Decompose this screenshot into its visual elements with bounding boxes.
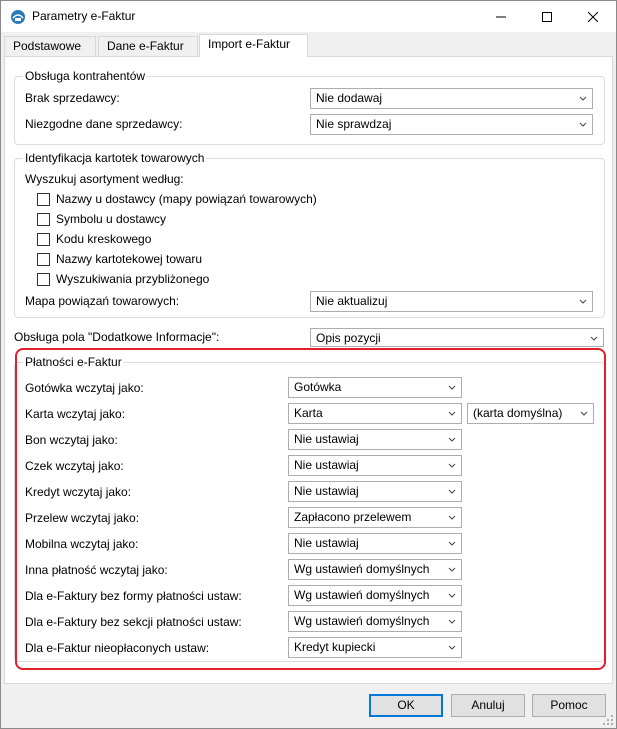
chevron-down-icon [589, 329, 599, 347]
tab-import-e-faktur[interactable]: Import e-Faktur [199, 34, 308, 57]
platnosc-kredyt-select[interactable] [288, 481, 462, 502]
checkbox-nazwy-u-dostawcy-label: Nazwy u dostawcy (mapy powiązań towarowych) [56, 192, 317, 206]
chevron-down-icon [578, 292, 588, 311]
mapa-powiazan-select[interactable] [310, 291, 593, 312]
chevron-down-icon [447, 534, 457, 553]
chevron-down-icon [447, 482, 457, 501]
mapa-powiazan-value: Nie aktualizuj [316, 294, 388, 308]
chevron-down-icon [447, 612, 457, 631]
dodatkowe-informacje-select[interactable] [310, 328, 604, 347]
platnosc-bez-formy-value: Wg ustawień domyślnych [294, 588, 430, 602]
platnosc-kredyt-label: Kredyt wczytaj jako: [25, 485, 132, 499]
brak-sprzedawcy-value: Nie dodawaj [316, 91, 383, 105]
platnosc-bez-formy-select[interactable] [288, 585, 462, 606]
platnosc-nieoplacone-label: Dla e-Faktur nieopłaconych ustaw: [25, 641, 210, 655]
help-button[interactable]: Pomoc [532, 694, 606, 717]
platnosc-nieoplacone-value: Kredyt kupiecki [294, 640, 376, 654]
minimize-button[interactable] [478, 1, 524, 32]
niezgodne-dane-select[interactable] [310, 114, 593, 135]
platnosc-czek-label: Czek wczytaj jako: [25, 459, 124, 473]
chevron-down-icon [447, 586, 457, 605]
maximize-icon [542, 12, 552, 22]
chevron-down-icon [578, 89, 588, 108]
mapa-powiazan-label: Mapa powiązań towarowych: [25, 294, 180, 308]
brak-sprzedawcy-label: Brak sprzedawcy: [25, 91, 120, 105]
chevron-down-icon [447, 378, 457, 397]
checkbox-nazwy-u-dostawcy[interactable] [37, 193, 50, 206]
platnosc-karta-value: Karta [294, 406, 323, 420]
chevron-down-icon [447, 508, 457, 527]
dodatkowe-informacje-label: Obsługa pola "Dodatkowe Informacje": [14, 330, 220, 344]
checkbox-symbolu-u-dostawcy-label: Symbolu u dostawcy [56, 212, 167, 226]
title-bar [1, 1, 616, 32]
ok-button[interactable]: OK [369, 694, 443, 717]
checkbox-symbolu-u-dostawcy[interactable] [37, 213, 50, 226]
chevron-down-icon [578, 115, 588, 134]
chevron-down-icon [447, 560, 457, 579]
close-button[interactable] [570, 1, 616, 32]
checkbox-kodu-kreskowego[interactable] [37, 233, 50, 246]
platnosc-przelew-select[interactable] [288, 507, 462, 528]
chevron-down-icon [447, 638, 457, 657]
platnosc-nieoplacone-select[interactable] [288, 637, 462, 658]
platnosc-gotowka-select[interactable] [288, 377, 462, 398]
cancel-button[interactable]: Anuluj [451, 694, 525, 717]
maximize-button[interactable] [524, 1, 570, 32]
platnosc-bez-sekcji-label: Dla e-Faktury bez sekcji płatności ustaw: [25, 615, 242, 629]
platnosc-bon-value: Nie ustawiaj [294, 432, 359, 446]
chevron-down-icon [447, 404, 457, 423]
checkbox-wyszukiwania-przyblizonego-label: Wyszukiwania przybliżonego [56, 272, 210, 286]
chevron-down-icon [579, 404, 589, 423]
platnosc-bez-sekcji-value: Wg ustawień domyślnych [294, 614, 430, 628]
resize-grip-icon[interactable] [602, 714, 614, 726]
group-kontrahenci-legend: Obsługa kontrahentów [25, 69, 146, 83]
platnosc-czek-select[interactable] [288, 455, 462, 476]
niezgodne-dane-value: Nie sprawdzaj [316, 117, 392, 131]
platnosc-kredyt-value: Nie ustawiaj [294, 484, 359, 498]
group-platnosci-legend: Płatności e-Faktur [25, 355, 122, 369]
minimize-icon [496, 12, 506, 22]
platnosc-bon-select[interactable] [288, 429, 462, 450]
platnosc-gotowka-value: Gotówka [294, 380, 342, 394]
platnosc-przelew-label: Przelew wczytaj jako: [25, 511, 140, 525]
platnosc-gotowka-label: Gotówka wczytaj jako: [25, 381, 144, 395]
platnosc-inna-label: Inna płatność wczytaj jako: [25, 563, 168, 577]
platnosc-mobilna-select[interactable] [288, 533, 462, 554]
tab-podstawowe[interactable]: Podstawowe [4, 36, 96, 57]
platnosc-karta-rodzaj-value: (karta domyślna) [473, 406, 563, 420]
platnosc-mobilna-label: Mobilna wczytaj jako: [25, 537, 139, 551]
tab-dane-e-faktur[interactable]: Dane e-Faktur [98, 36, 198, 57]
brak-sprzedawcy-select[interactable] [310, 88, 593, 109]
chevron-down-icon [447, 430, 457, 449]
platnosc-inna-select[interactable] [288, 559, 462, 580]
platnosc-przelew-value: Zapłacono przelewem [294, 510, 412, 524]
niezgodne-dane-label: Niezgodne dane sprzedawcy: [25, 117, 183, 131]
platnosc-karta-select[interactable] [288, 403, 462, 424]
platnosc-czek-value: Nie ustawiaj [294, 458, 359, 472]
checkbox-nazwy-kartotekowej[interactable] [37, 253, 50, 266]
platnosc-mobilna-value: Nie ustawiaj [294, 536, 359, 550]
platnosc-bon-label: Bon wczytaj jako: [25, 433, 118, 447]
platnosc-karta-label: Karta wczytaj jako: [25, 407, 126, 421]
app-logo-icon [10, 9, 26, 25]
dodatkowe-informacje-value: Opis pozycji [316, 331, 381, 345]
platnosc-bez-formy-label: Dla e-Faktury bez formy płatności ustaw: [25, 589, 242, 603]
platnosc-inna-value: Wg ustawień domyślnych [294, 562, 430, 576]
checkbox-kodu-kreskowego-label: Kodu kreskowego [56, 232, 152, 246]
group-kartoteki-legend: Identyfikacja kartotek towarowych [25, 151, 205, 165]
platnosc-bez-sekcji-select[interactable] [288, 611, 462, 632]
close-icon [588, 12, 598, 22]
checkbox-nazwy-kartotekowej-label: Nazwy kartotekowej towaru [56, 252, 203, 266]
window-title: Parametry e-Faktur [32, 9, 136, 23]
platnosc-karta-rodzaj-select[interactable] [467, 403, 594, 424]
wyszukuj-label: Wyszukuj asortyment według: [25, 172, 184, 186]
checkbox-wyszukiwania-przyblizonego[interactable] [37, 273, 50, 286]
chevron-down-icon [447, 456, 457, 475]
